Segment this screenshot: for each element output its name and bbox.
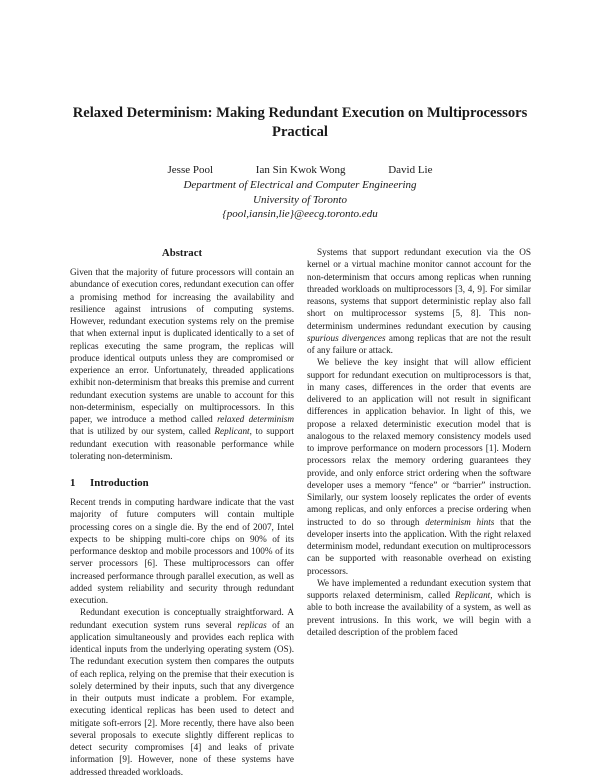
affiliation: [60, 178, 540, 222]
affiliation-emails: {pool,iansin,lie}@eecg.toronto.edu: [222, 208, 378, 220]
author-name: Jesse Pool: [167, 164, 214, 176]
left-column: [70, 246, 294, 778]
abstract-term: relaxed determinism: [217, 414, 294, 424]
author-name: Ian Sin Kwok Wong: [255, 164, 346, 176]
abstract-paragraph: Given that the majority of future processors will contain an abundance of execution cores, redundant execution can offer a promising method for increasing the availability and resilience against intrusions of computing systems. However, redundant execution systems rely on the premise that when external input is duplicated identically to a set of replicas executing the same program, the replicas will produce identical outputs unless they are compromised or experience an error. Unfortunately, threaded applications exhibit non-determinism that breaks this premise and current redundant execution systems are unable to account for this non-determinism, especially on multiprocessors. In this paper, we introduce a method called relaxed determinism that is utilized by our system, called Replicant, to support redundant execution with reasonable performance while tolerating non-determinism.: [70, 267, 294, 461]
intro-paragraph-3: Systems that support redundant execution via the OS kernel or a virtual machine monitor cannot account for the non-determinism that occurs among replicas when running threaded workloads on multiprocessors [3, 4, 9]. For similar reasons, systems that support deterministic replay also fall short on multiprocessor systems [5, 8]. This non-determinism undermines redundant execution by causing spurious divergences among replicas that are not the result of any failure or attack.: [307, 247, 531, 355]
paper-title: Relaxed Determinism: Making Redundant Execution on Multiprocessors Practical: [72, 105, 528, 140]
intro-paragraph-4: We believe the key insight that will allow efficient support for redundant execution on multiprocessors is that, in many cases, differences in the order that events are delivered to an application will not result in significant differences in application behavior. In light of this, we propose a relaxed deterministic execution model that is analogous to the relaxed memory consistency models used to improve performance on modern processors [1]. Modern processors relax the memory ordering guarantees they provide, and only enforce strict ordering when the software developer uses a memory “fence” or “barrier” instruction. Similarly, our system loosely replicates the order of events among replicas, and only enforces a precise ordering when instructed to do so through determinism hints that the developer inserts into the application. With the right relaxed determinism model, redundant execution on multiprocessors can be supported with reasonable overhead on existing processors.: [307, 357, 531, 576]
system-name: Replicant: [214, 426, 250, 437]
section-number: 1: [70, 477, 76, 489]
section-heading-introduction: [70, 476, 294, 490]
author-list: [60, 163, 540, 177]
system-name: Replicant: [455, 590, 491, 600]
intro-paragraph-2: Redundant execution is conceptually straightforward. A redundant execution system runs several replicas of an application simultaneously and provides each replica with identical inputs from the underlying operating system (OS). The redundant execution system then compares the outputs of each replica, relying on the premise that their execution is solely determined by their inputs, such that any divergence in their outputs must indicate a problem. For example, executing identical replicas has been used to detect and mitigate soft-errors [2]. More recently, there have also been several proposals to execute slightly different replicas to detect security compromises [4] and leaks of private information [9]. However, none of these systems have addressed threaded workloads.: [70, 607, 295, 777]
abstract-heading: Abstract: [161, 247, 203, 259]
intro-paragraph-1: Recent trends in computing hardware indicate that the vast majority of future computers will contain multiple processing cores on a single die. By the end of 2007, Intel expects to be shipping multi-core chips on 90% of its performance desktop and mobile processors and 100% of its server processors [6]. These multiprocessors can offer increased performance through parallel execution, as well as added system reliability and security through redundant execution.: [70, 497, 294, 605]
author-name: David Lie: [388, 164, 433, 176]
section-title: Introduction: [90, 477, 149, 489]
term-replicas: replicas: [237, 619, 267, 630]
term-spurious-divergences: spurious divergences: [307, 332, 386, 343]
affiliation-department: Department of Electrical and Computer Engineering: [183, 179, 417, 191]
intro-paragraph-5: We have implemented a redundant execution system that supports relaxed determinism, called Replicant, which is able to both increase the availability of a system, as well as prevent intrusions. In this work, we will begin with a detailed description of the problem faced: [307, 577, 531, 637]
right-column: [307, 246, 531, 638]
affiliation-university: University of Toronto: [253, 193, 347, 206]
term-determinism-hints: determinism hints: [425, 516, 495, 527]
